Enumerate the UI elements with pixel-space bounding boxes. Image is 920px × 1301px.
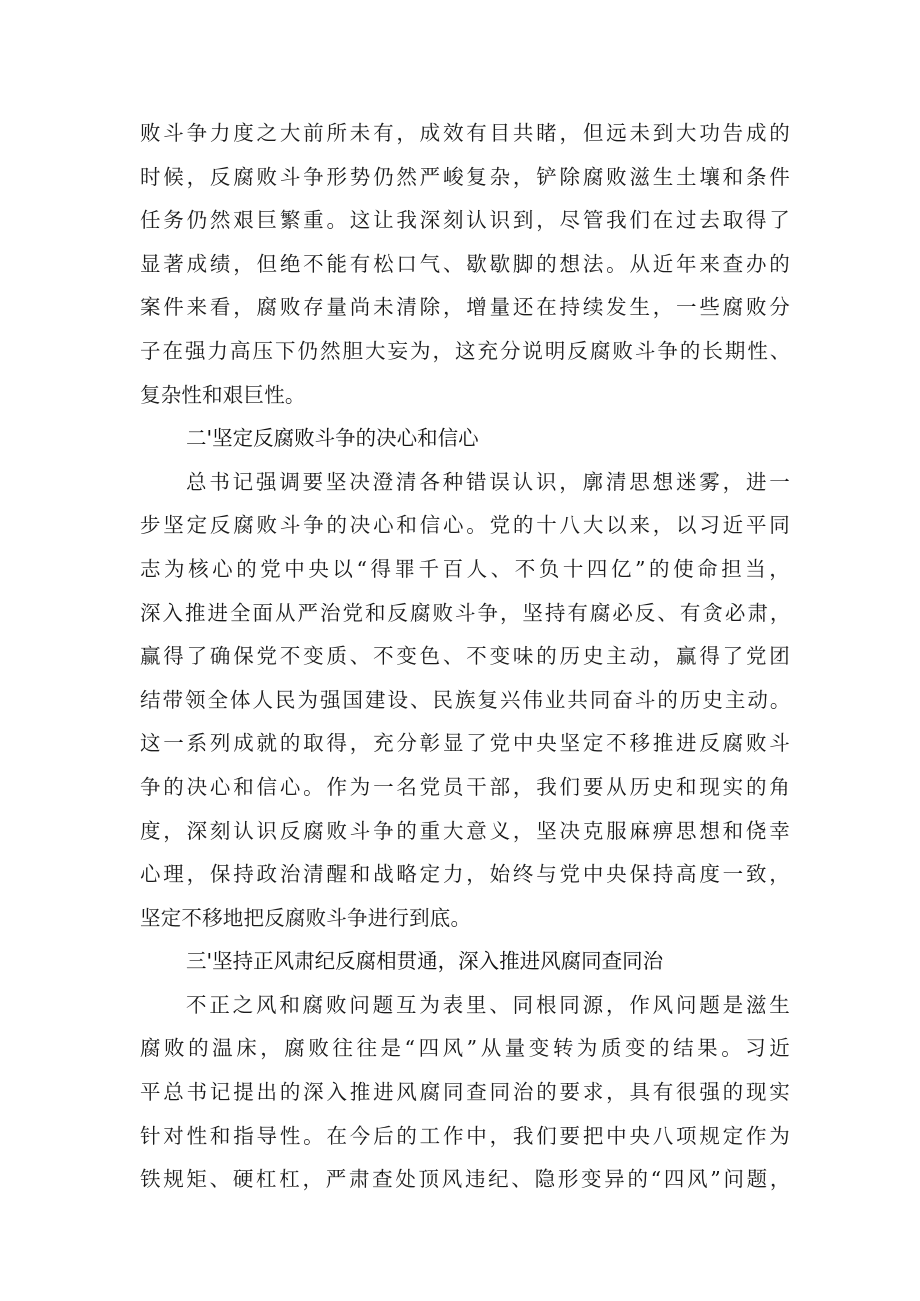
paragraph-line: 这一系列成就的取得，充分彰显了党中央坚定不移推进反腐败斗 xyxy=(140,731,790,756)
paragraph-line: 显著成绩，但绝不能有松口气、歇歇脚的想法。从近年来查办的 xyxy=(140,251,790,276)
paragraph-line: 度，深刻认识反腐败斗争的重大意义，坚决克服麻痹思想和侥幸 xyxy=(140,818,790,843)
paragraph-line: 子在强力高压下仍然胆大妄为，这充分说明反腐败斗争的长期性、 xyxy=(140,338,790,363)
paragraph-line: 时候，反腐败斗争形势仍然严峻复杂，铲除腐败滋生土壤和条件 xyxy=(140,164,790,189)
paragraph-line: 志为核心的党中央以“得罪千百人、不负十四亿”的使命担当， xyxy=(140,556,790,581)
section-heading-2: 二'坚定反腐败斗争的决心和信心 xyxy=(186,426,479,451)
paragraph-line: 赢得了确保党不变质、不变色、不变味的历史主动，赢得了党团 xyxy=(140,644,790,669)
paragraph-2 xyxy=(140,461,790,941)
paragraph-line: 平总书记提出的深入推进风腐同查同治的要求，具有很强的现实 xyxy=(140,1080,790,1105)
paragraph-line: 深入推进全面从严治党和反腐败斗争，坚持有腐必反、有贪必肃， xyxy=(140,600,790,625)
paragraph-line: 争的决心和信心。作为一名党员干部，我们要从历史和现实的角 xyxy=(140,774,790,799)
paragraph-line: 腐败的温床，腐败往往是“四风”从量变转为质变的结果。习近 xyxy=(140,1036,790,1061)
paragraph-line: 复杂性和艰巨性。 xyxy=(140,382,306,407)
paragraph-line: 结带领全体人民为强国建设、民族复兴伟业共同奋斗的历史主动。 xyxy=(140,687,790,712)
paragraph-line: 案件来看，腐败存量尚未清除，增量还在持续发生，一些腐败分 xyxy=(140,295,790,320)
paragraph-line: 针对性和指导性。在今后的工作中，我们要把中央八项规定作为 xyxy=(140,1123,790,1148)
paragraph-1 xyxy=(140,112,790,417)
paragraph-line: 坚定不移地把反腐败斗争进行到底。 xyxy=(140,905,472,930)
paragraph-line: 不正之风和腐败问题互为表里、同根同源，作风问题是滋生 xyxy=(186,992,790,1017)
paragraph-line: 铁规矩、硬杠杠，严肃查处顶风违纪、隐形变异的“四风”问题， xyxy=(140,1167,790,1192)
paragraph-line: 任务仍然艰巨繁重。这让我深刻认识到，尽管我们在过去取得了 xyxy=(140,208,790,233)
paragraph-line: 败斗争力度之大前所未有，成效有目共睹，但远未到大功告成的 xyxy=(140,121,790,145)
document-page xyxy=(140,112,790,1202)
paragraph-line: 心理，保持政治清醒和战略定力，始终与党中央保持高度一致， xyxy=(140,862,790,887)
section-heading-3: 三'坚持正风肃纪反腐相贯通，深入推进风腐同查同治 xyxy=(186,949,664,974)
paragraph-3 xyxy=(140,984,790,1202)
paragraph-line: 步坚定反腐败斗争的决心和信心。党的十八大以来，以习近平同 xyxy=(140,513,790,538)
paragraph-line: 总书记强调要坚决澄清各种错误认识，廓清思想迷雾，进一 xyxy=(186,469,790,494)
